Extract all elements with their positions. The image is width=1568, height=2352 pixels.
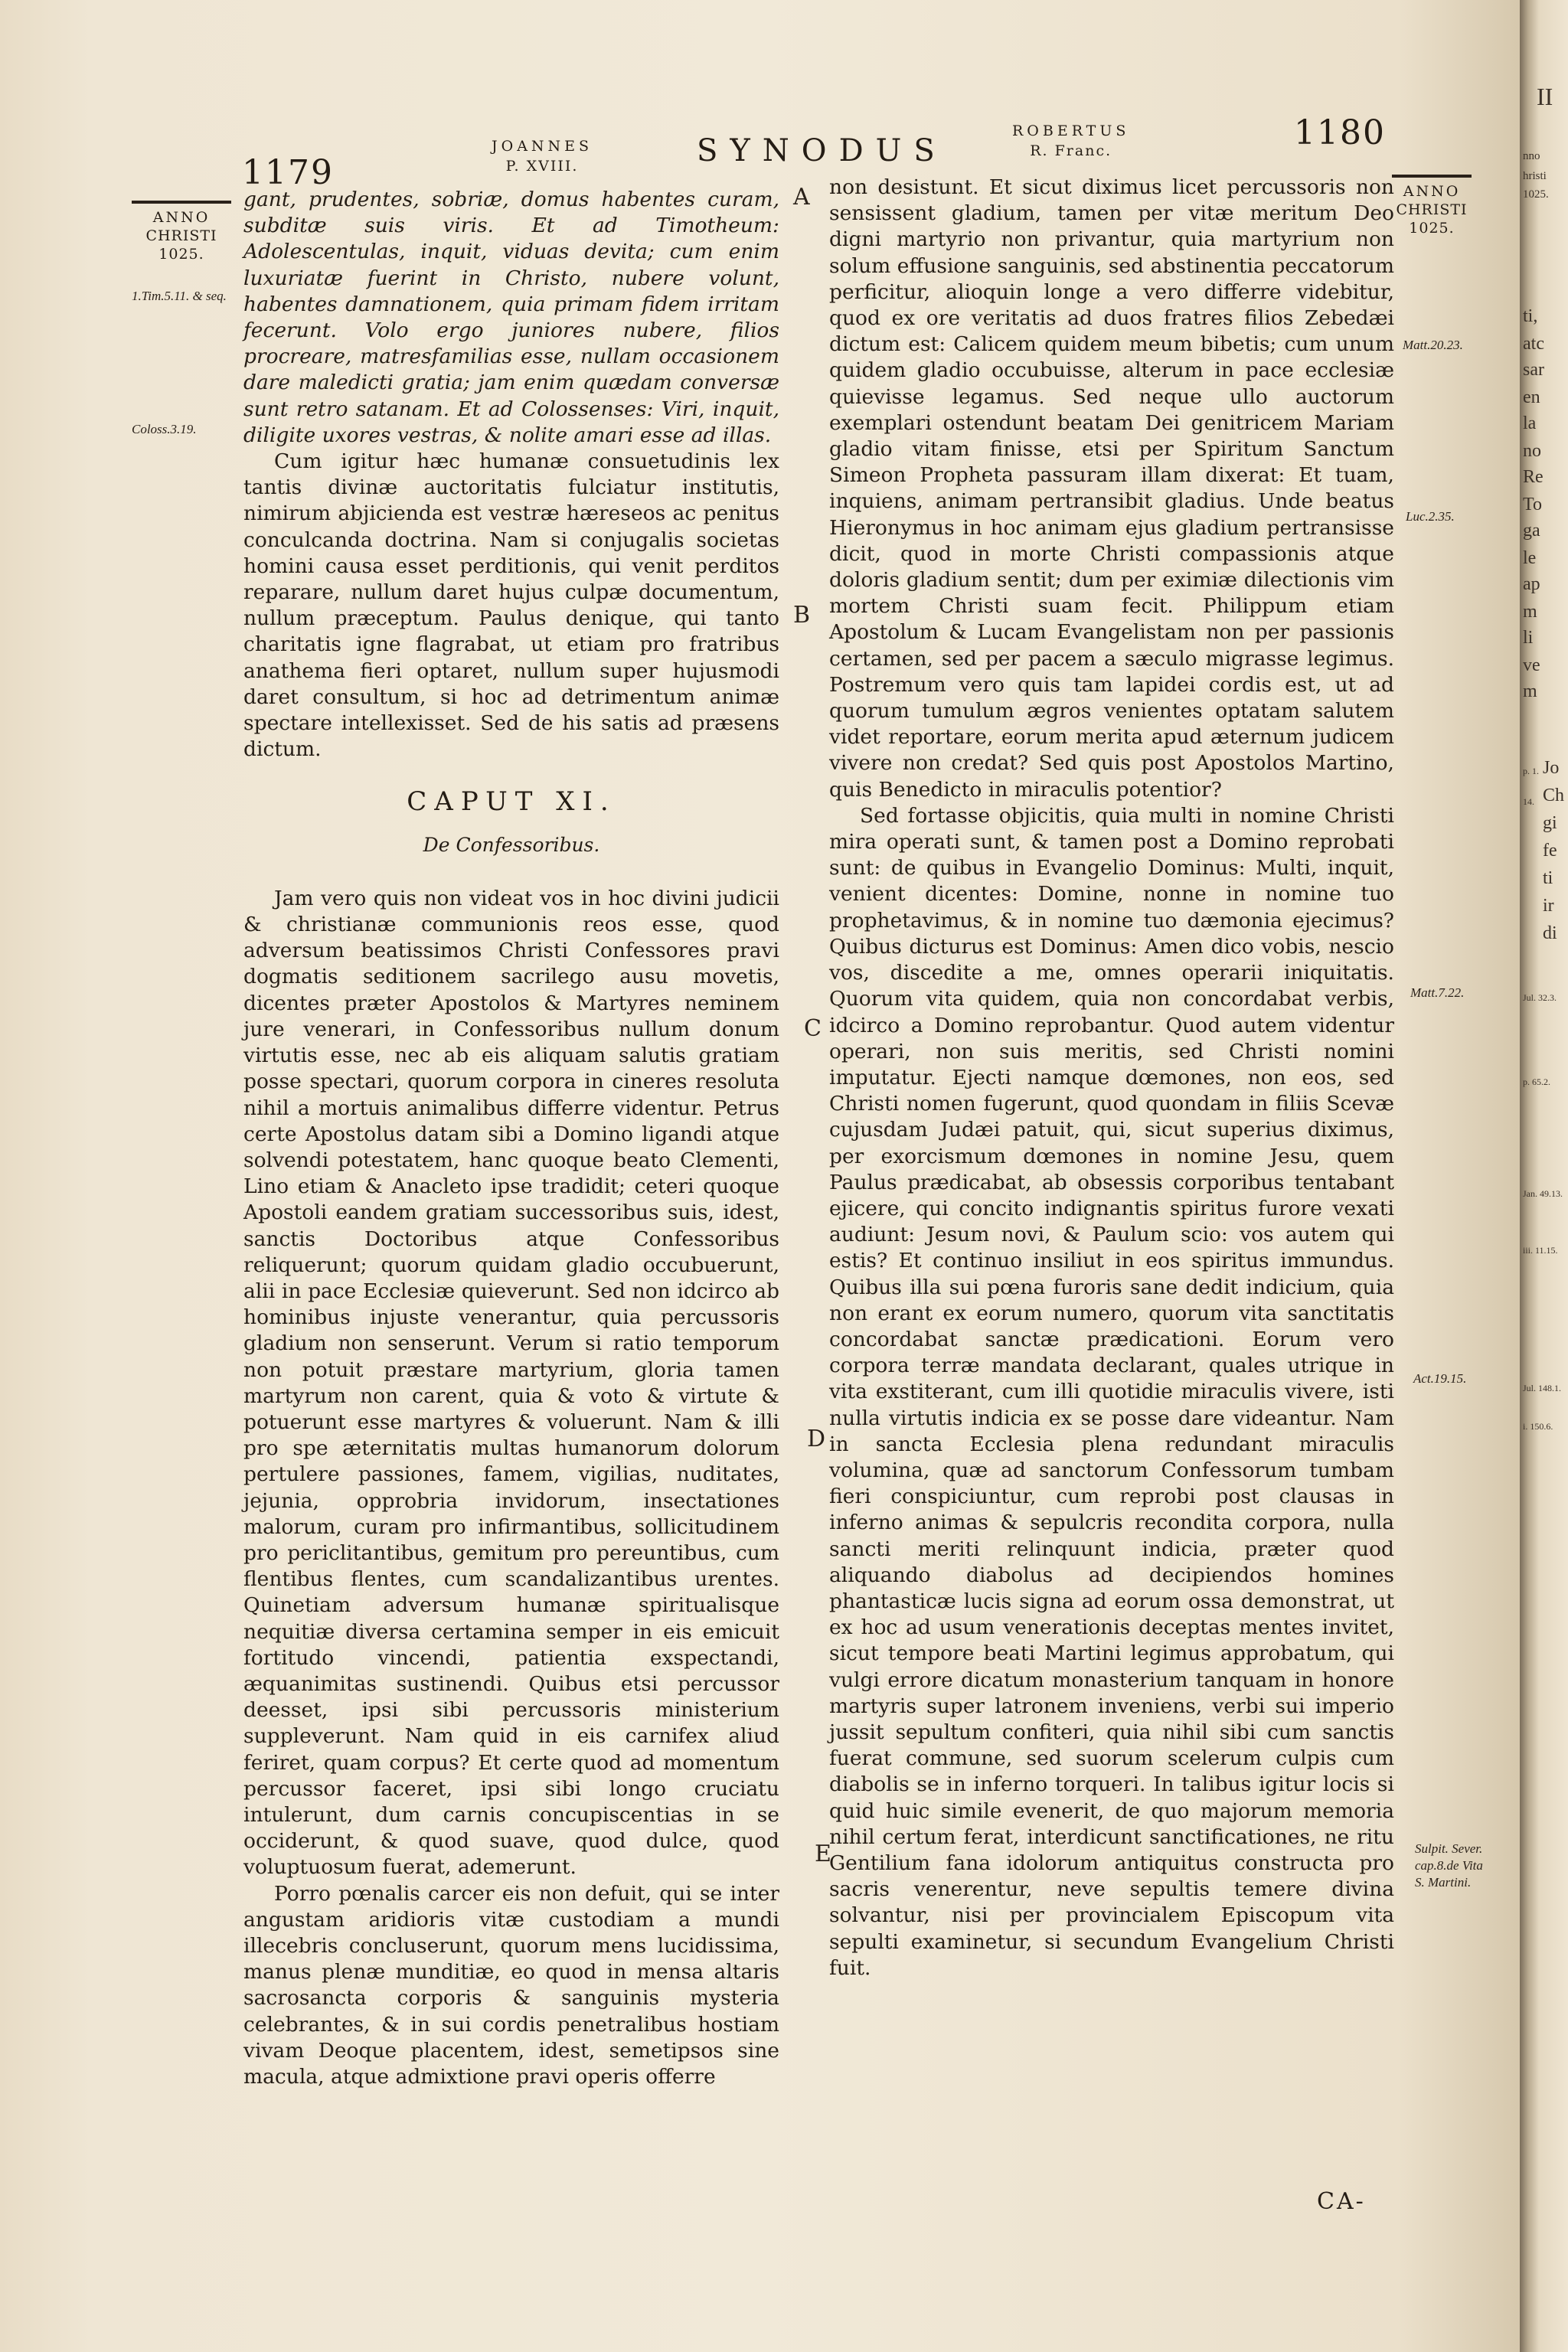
next-page-fragment: 1025.	[1523, 188, 1549, 201]
running-head-left	[492, 136, 593, 176]
next-page-fragment: To	[1523, 495, 1542, 514]
margin-note-act19: Act.19.15.	[1413, 1371, 1467, 1386]
left-column	[243, 187, 779, 2090]
next-page-margin-fragment: Jul. 32.3.	[1523, 992, 1557, 1003]
next-page-margin-fragment: p. 65.2.	[1523, 1076, 1550, 1087]
next-page-fragment: ga	[1523, 521, 1540, 541]
left-paragraph-4: Porro pœnalis carcer eis non defuit, qui se inter angustam aridioris vitæ custodiam a mundi illecebris concluserunt, quorum mens lucidissima, manus plenæ munditiæ, eo quod in mensa altaris sacrosancta corporis & sanguinis mysteria celebrantes, & in sui cordis penetralibus hostiam vivam Deoque placentem, idest, semetipsos sine macula, atque admixtione pravi operis offerre	[243, 1881, 779, 2089]
right-paragraph-2: Sed fortasse objicitis, quia multi in nomine Christi mira operati sunt, & tamen post a Domino reprobati sunt: de quibus in Evangelio Dominus: Multi, inquit, venient dicentes: Domine, nonne in nomine tuo prophetavimus, & in nomine tuo dæmonia ejecimus? Quibus dicturus est Dominus: Amen dico vobis, nescio vos, discedite a me, omnes operarii iniquitatis. Quorum vita quidem, quia non concordabat verbis, idcirco a Domino reprobantur. Quod autem videntur operari, non suis meritis, sed Christi nomini imputatur. Ejecti namque dœmones, non eos, sed Christi nomen fugerunt, quod quondam in filiis Scevæ cujusdam Judæi patuit, qui, sicut superius diximus, per exorcismum dœmones in nomine Jesu, quem Paulus prædicabat, ab obsessis corporibus tentabant ejicere, qui concito indignantis spiritus furore vexati audiunt: Jesum novi, & Paulum scio: vos autem qui estis? Et continuo insiliut in eos spiritus immundus. Quibus illa sui pœna furoris sane dedit indicium, quia non erant ex eorum numero, quorum vita sanctitatis concordabat sanctæ prædicationi. Eorum vero corpora terræ mandata declarant, quales utrique in vita exstiterant, cum illi quotidie miraculis vivere, isti nulla virtutis indicia ex se posse dare videantur. Nam in sancta Ecclesia plena redundant miraculis volumina, quæ ad sanctorum Confessorum tumbam fieri conspiciuntur, cum reprobi post clausas in inferno animas & sepulcris recondita corpora, nulla sancti meriti relinquunt indicia, præter quod aliquando diabolus ad decipiendos homines phantasticæ lucis signa ad eorum ossa demonstrat, ut ex hoc ad usum venerationis deceptas mentes invitet, sicut tempore beati Martini legimus approbatum, qui vulgi errore dicatum monasterium tanquam in honore martyris super latronem inveniens, verbi sui imperio jussit sepultum confiteri, quia nihil sibi cum sanctis fuerat commune, sed suorum scelerum culpis cum diabolis se in inferno torqueri. In talibus igitur locis si quid huic simile evenerit, de quo majorum memoria nihil certum ferat, interdicunt sanctificationes, ne ritu Gentilium fana idolorum antiquitus constructa pro sacris venerentur, neve sepultis temere divina solvantur, nisi per provincialem Episcopum vita sepulti examinetur, si secundum Evangelium Christi fuit.	[829, 803, 1394, 1980]
next-page-fragment: m	[1523, 602, 1537, 622]
next-page-fragment: ti,	[1523, 306, 1538, 326]
next-page-number-fragment: II	[1537, 83, 1553, 110]
margin-note-tim: 1.Tim.5.11. & seq.	[132, 289, 227, 303]
next-page-fragment: no	[1523, 441, 1541, 461]
running-head-right-line2: R. Franc.	[1030, 142, 1112, 159]
margin-note-matt7: Matt.7.22.	[1410, 985, 1465, 1000]
next-page-fragment: gi	[1543, 813, 1557, 833]
running-head-right	[1012, 121, 1129, 161]
next-page-edge	[1520, 0, 1568, 2352]
chapter-heading: CAPUT XI.	[407, 786, 616, 818]
anno-left-line2: CHRISTI	[145, 227, 217, 244]
next-page-fragment: fe	[1543, 841, 1557, 861]
next-page-fragment: en	[1523, 387, 1540, 407]
chapter-subheading: De Confessoribus.	[423, 833, 600, 856]
anno-right-line3: 1025.	[1409, 220, 1455, 237]
next-page-fragment: li	[1523, 628, 1534, 648]
anno-right-line2: CHRISTI	[1396, 201, 1468, 218]
page-number-left: 1179	[242, 153, 334, 192]
next-page-fragment: Ch	[1543, 786, 1565, 805]
margin-note-luc2: Luc.2.35.	[1406, 509, 1455, 524]
running-head-right-line1: ROBERTUS	[1012, 122, 1130, 139]
next-page-margin-fragment: Jan. 49.13.	[1523, 1188, 1563, 1199]
left-paragraph-1: gant, prudentes, sobriæ, domus habentes curam, subditæ suis viris. Et ad Timotheum: Adolescentulas, inquit, viduas devita; cum enim luxuriatæ fuerint in Christo, nubere volunt, habentes damnationem, quia primam fidem irritam fecerunt. Volo ergo juniores nubere, filios procreare, matresfamilias esse, nullam occasionem dare maledicti gratia; jam enim quædam conversæ sunt retro satanam. Et ad Colossenses: Viri, inquit, diligite uxores vestras, & nolite amari esse ad illas.	[243, 188, 779, 447]
next-page-fragment: la	[1523, 413, 1537, 433]
next-page-margin-fragment: 14.	[1523, 796, 1534, 807]
anno-right-line1: ANNO	[1403, 183, 1461, 200]
next-page-fragment: atc	[1523, 334, 1544, 354]
page-number-right: 1180	[1294, 113, 1386, 152]
next-page-fragment: ti	[1543, 868, 1553, 888]
anno-christi-left	[132, 201, 231, 263]
margin-note-matt20: Matt.20.23.	[1403, 338, 1463, 352]
anno-christi-right	[1392, 175, 1472, 237]
running-head-title: SYNODUS	[697, 133, 947, 168]
next-page-margin-fragment: iii. 11.15.	[1523, 1245, 1558, 1256]
next-page-fragment: sar	[1523, 360, 1544, 380]
section-marker-c: C	[804, 1015, 822, 1042]
next-page-fragment: ap	[1523, 574, 1540, 594]
next-page-margin-fragment: Jul. 148.1.	[1523, 1383, 1562, 1393]
section-marker-e: E	[815, 1841, 831, 1867]
catchword: CA-	[1317, 2188, 1366, 2215]
left-paragraph-2: Cum igitur hæc humanæ consuetudinis lex tantis divinæ auctoritatis fulciatur institutis, nimirum abjicienda est vestræ hæreseos ac penitus conculcanda doctrina. Nam si conjugalis societas homini causa esset perditionis, qui venit perditos reparare, nullum daret hujus culpæ documentum, nullum præceptum. Paulus denique, qui tanto charitatis igne flagrabat, ut etiam pro fratribus anathema fieri optaret, nullum super hujusmodi daret consultum, si hoc ad detrimentum animæ spectare intellexisset. Sed de his satis ad præsens dictum.	[243, 449, 779, 762]
next-page-fragment: Re	[1523, 467, 1544, 487]
margin-note-sulpit: Sulpit. Sever. cap.8.de Vita S. Martini.	[1415, 1841, 1483, 1890]
left-paragraph-3: Jam vero quis non videat vos in hoc divini judicii & christianæ communionis reos esse, quod adversum beatissimos Christi Confessores pravi dogmatis seditionem sacrilego ausu movetis, dicentes præter Apostolos & Martyres neminem jure venerari, in Confessoribus nullum donum virtutis esse, nec ab eis aliquam salutis gratiam posse spectari, quorum corpora in cineres resoluta nihil a mortuis animalibus differre videntur. Petrus certe Apostolus datam sibi a Domino ligandi atque solvendi potestatem, hanc quoque beato Clementi, Lino etiam & Anacleto ipse tradidit; ceteri quoque Apostoli eandem gratiam successoribus suis, idest, sanctis Doctoribus atque Confessoribus reliquerunt; quorum quidam gladio occubuerunt, alii in pace Ecclesiæ quieverunt. Sed non idcirco ab hominibus injuste venerantur, quia percussoris gladium non senserunt. Verum si ratio temporum non potuit præstare martyrium, gloria tamen martyrum non carent, quia & voto & virtute & potuerunt esse martyres & voluerunt. Nam & illi pro spe æternitatis multas humanorum dolorum pertulere passiones, famem, vigilias, nuditates, jejunia, opprobria invidorum, insectationes malorum, curam pro infirmantibus, sollicitudinem pro periclitantibus, gemitum pro pereuntibus, cum flentibus flentes, cum scandalizantibus urentes. Quinetiam adversum humanæ spiritualisque nequitiæ diversa certamina semper in eis emicuit fortitudo vincendi, patientia exspectandi, æquanimitas sustinendi. Quibus etsi percussor deesset, ipsi sibi percussoris ministerium suppleverunt. Nam quid in eis carnifex aliud feriret, quam corpus? Et certe quod ad momentum percussor faceret, ipsi sibi longo cruciatu intulerunt, dum carnis concupiscentias in se occiderunt, & quod suave, quod dulce, quod voluptuosum fuerat, ademerunt.	[243, 886, 779, 1880]
anno-left-line1: ANNO	[152, 209, 211, 226]
right-paragraph-1: non desistunt. Et sicut diximus licet percussoris non sensissent gladium, tamen per vitæ meritum Deo digni martyrio non privantur, quia martyrium non solum effusione sanguinis, sed abstinentia peccatorum perficitur, alioquin longe a vero differre videbitur, quod ex ore veritatis ad duos fratres filios Zebedæi dictum est: Calicem quidem meum bibetis; cum unum quidem gladio occubuisse, alterum in pace ecclesiæ quievisse legamus. Sed neque ullo auctorum exemplari ostendunt beatam Dei genitricem Mariam gladio vitam finisse, etsi per Spiritum Sanctum Simeon Propheta passuram illam dixerat: Et tuam, inquiens, animam pertransibit gladius. Unde beatus Hieronymus in hoc animam ejus gladium pertransisse dicit, quod in morte Christi compassionis atque doloris gladium sentit; dum per eximiæ dilectionis vim mortem Christi suam fecit. Philippum etiam Apostolum & Lucam Evangelistam non per passionis certamen, sed per pacem a sæculo migrasse legimus. Postremum vero quis tam lapidei cordis est, ut ad quorum tumulum ægros venientes optatam salutem videt reportare, eorum merita apud æternum judicem vivere non credat? Sed quis post Apostolos Martino, quis Benedicto in miraculis potentior?	[829, 175, 1394, 802]
next-page-fragment: m	[1523, 681, 1537, 701]
section-marker-a: A	[793, 184, 810, 211]
next-page-fragment: di	[1543, 923, 1557, 943]
next-page-fragment: Jo	[1543, 758, 1560, 778]
next-page-fragment: ir	[1543, 896, 1554, 916]
next-page-fragment: nno	[1523, 150, 1540, 162]
next-page-fragment: hristi	[1523, 170, 1547, 182]
margin-note-coloss: Coloss.3.19.	[132, 422, 197, 436]
running-head-left-line2: P. XVIII.	[505, 158, 579, 175]
next-page-fragment: ve	[1523, 655, 1540, 675]
anno-left-line3: 1025.	[158, 246, 204, 263]
right-column	[829, 175, 1394, 1981]
next-page-margin-fragment: p. 1.	[1523, 766, 1539, 776]
section-marker-b: B	[793, 602, 811, 629]
running-head-left-line1: JOANNES	[492, 138, 593, 155]
next-page-margin-fragment: i. 150.6.	[1523, 1421, 1553, 1432]
next-page-fragment: le	[1523, 548, 1537, 568]
section-marker-d: D	[807, 1426, 826, 1452]
